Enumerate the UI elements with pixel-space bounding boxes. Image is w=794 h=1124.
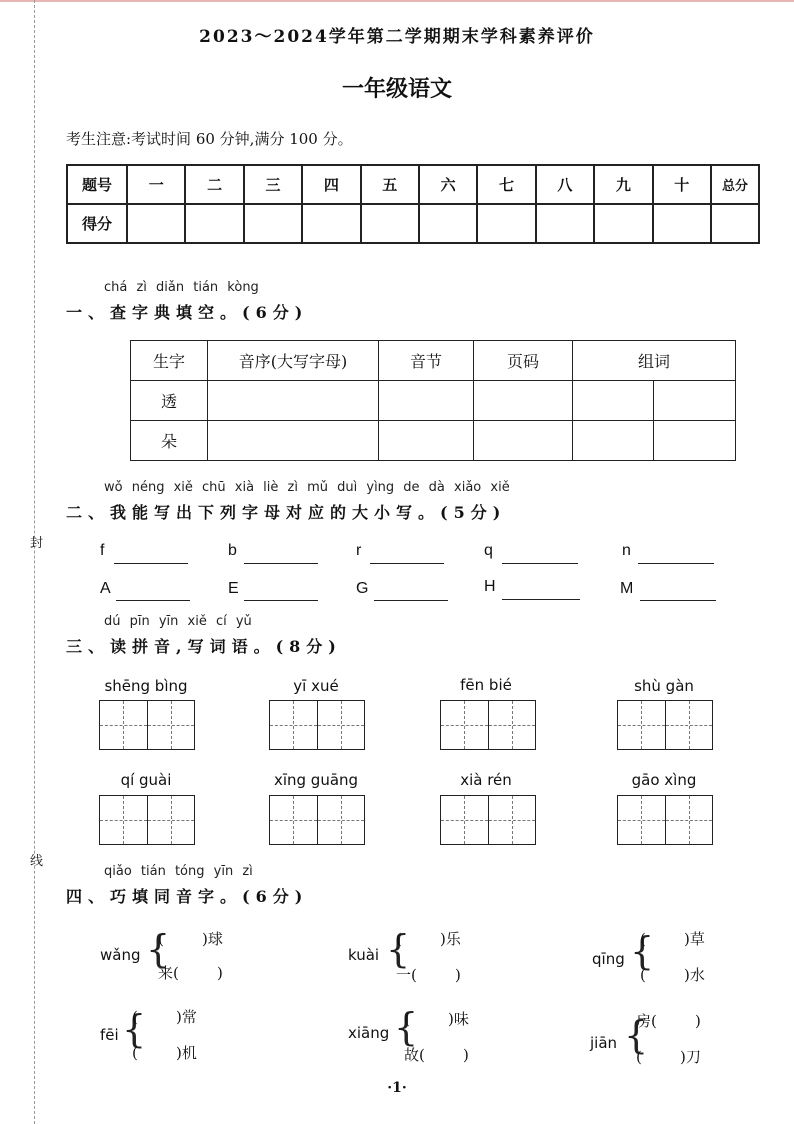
dict-blank[interactable] (379, 421, 474, 461)
brace-icon: { (146, 927, 171, 971)
score-cell: 得分 (67, 204, 127, 243)
binding-line (34, 0, 35, 1124)
score-blank[interactable] (419, 204, 477, 243)
dict-header: 组词 (573, 341, 736, 381)
letter-label: n (622, 542, 631, 559)
writing-grid[interactable] (440, 700, 536, 750)
word-pinyin: qí guài (120, 771, 172, 789)
subject-title: 一年级语文 (341, 76, 452, 102)
dict-header: 页码 (474, 341, 573, 381)
homophone-pinyin: kuài (348, 946, 380, 964)
letter-label: A (100, 580, 111, 597)
homophone-pinyin: wǎng (100, 946, 141, 964)
exam-title: 2023～2024学年第二学期期末学科素养评价 (199, 27, 595, 47)
homophone-pinyin: xiāng (348, 1024, 390, 1042)
dict-header-row (131, 341, 736, 381)
dict-blank[interactable] (208, 381, 379, 421)
letter-label: E (228, 580, 239, 597)
answer-blank[interactable] (502, 545, 578, 564)
answer-blank[interactable] (370, 545, 444, 564)
homophone-blank[interactable]: 一( ) (396, 966, 461, 984)
letter-label: G (356, 580, 369, 597)
brace-icon: { (394, 1005, 419, 1049)
brace-icon: { (630, 929, 655, 973)
dict-blank[interactable] (573, 421, 654, 461)
dict-blank[interactable] (474, 381, 573, 421)
score-blank[interactable] (361, 204, 419, 243)
answer-blank[interactable] (638, 545, 714, 564)
homophone-pinyin: jiān (590, 1034, 618, 1052)
s4-pinyin: qiǎo tián tóng yīn zì (104, 864, 253, 879)
homophone-blank[interactable]: ( )刀 (636, 1048, 701, 1066)
brace-icon: { (386, 927, 411, 971)
word-pinyin: gāo xìng (631, 771, 697, 789)
score-blank[interactable] (302, 204, 360, 243)
homophone-blank[interactable]: ( )乐 (396, 930, 461, 948)
writing-grid[interactable] (440, 795, 536, 845)
answer-blank[interactable] (114, 545, 188, 564)
binding-mark-seal: 封 (30, 536, 44, 551)
homophone-blank[interactable]: 故( ) (404, 1046, 469, 1064)
s3-title: 三、读拼音,写词语。(8分) (66, 637, 342, 656)
dict-blank[interactable] (474, 421, 573, 461)
score-table (66, 164, 760, 244)
score-table-score-row (67, 204, 759, 243)
score-cell: 五 (361, 165, 419, 204)
score-cell: 八 (536, 165, 594, 204)
score-cell: 二 (185, 165, 243, 204)
top-edge-line (0, 0, 794, 2)
s2-pinyin: wǒ néng xiě chū xià liè zì mǔ duì yìng de dà xiǎo xiě (104, 480, 510, 495)
writing-grid[interactable] (617, 795, 713, 845)
dict-blank[interactable] (654, 381, 736, 421)
score-blank[interactable] (244, 204, 302, 243)
brace-icon: { (624, 1013, 649, 1057)
writing-grid[interactable] (269, 700, 365, 750)
score-cell: 题号 (67, 165, 127, 204)
writing-grid[interactable] (269, 795, 365, 845)
answer-blank[interactable] (374, 582, 448, 601)
answer-blank[interactable] (502, 581, 580, 600)
writing-grid[interactable] (617, 700, 713, 750)
word-pinyin: shù gàn (634, 677, 694, 695)
answer-blank[interactable] (640, 582, 716, 601)
homophone-blank[interactable]: ( )味 (404, 1010, 469, 1028)
writing-grid[interactable] (99, 700, 195, 750)
score-blank[interactable] (653, 204, 711, 243)
homophone-blank[interactable]: ( )机 (132, 1044, 197, 1062)
score-blank[interactable] (594, 204, 652, 243)
s1-pinyin: chá zì diǎn tián kòng (104, 280, 259, 295)
dict-row (131, 381, 736, 421)
word-pinyin: xià rén (460, 771, 512, 789)
letter-label: M (620, 580, 634, 597)
homophone-pinyin: qīng (592, 950, 625, 968)
dict-blank[interactable] (208, 421, 379, 461)
score-cell: 总分 (711, 165, 759, 204)
dict-blank[interactable] (573, 381, 654, 421)
word-pinyin: xīng guāng (273, 771, 359, 789)
dict-header: 音节 (379, 341, 474, 381)
score-blank[interactable] (185, 204, 243, 243)
answer-blank[interactable] (244, 582, 318, 601)
dict-header: 音序(大写字母) (208, 341, 379, 381)
score-blank[interactable] (477, 204, 535, 243)
dictionary-table (130, 340, 736, 461)
score-cell: 七 (477, 165, 535, 204)
score-cell: 六 (419, 165, 477, 204)
word-pinyin: shēng bìng (104, 677, 188, 695)
binding-mark-line: 线 (30, 854, 44, 869)
s4-title: 四、巧填同音字。(6分) (66, 887, 309, 906)
score-cell: 十 (653, 165, 711, 204)
dict-char: 透 (131, 381, 208, 421)
exam-notice: 考生注意:考试时间 60 分钟,满分 100 分。 (66, 130, 353, 148)
score-cell: 三 (244, 165, 302, 204)
dict-blank[interactable] (654, 421, 736, 461)
letter-label: f (100, 542, 105, 559)
s2-title: 二、我能写出下列字母对应的大小写。(5分) (66, 503, 507, 522)
score-table-header-row (67, 165, 759, 204)
letter-label: q (484, 542, 493, 559)
letter-label: H (484, 578, 496, 595)
word-pinyin: fēn bié (460, 676, 512, 694)
homophone-blank[interactable]: ( )常 (132, 1008, 197, 1026)
s3-pinyin: dú pīn yīn xiě cí yǔ (104, 614, 252, 629)
homophone-blank[interactable]: 房( ) (636, 1012, 701, 1030)
writing-grid[interactable] (99, 795, 195, 845)
score-blank[interactable] (536, 204, 594, 243)
dict-char: 朵 (131, 421, 208, 461)
homophone-blank[interactable]: ( )球 (158, 930, 223, 948)
s1-title: 一、查字典填空。(6分) (66, 303, 309, 322)
page-number: ·1· (387, 1080, 407, 1096)
dict-row (131, 421, 736, 461)
answer-blank[interactable] (116, 582, 190, 601)
brace-icon: { (122, 1007, 147, 1051)
homophone-blank[interactable]: ( )水 (640, 966, 705, 984)
homophone-blank[interactable]: 来( ) (158, 964, 223, 982)
word-pinyin: yī xué (293, 677, 339, 695)
score-blank[interactable] (127, 204, 185, 243)
answer-blank[interactable] (244, 545, 318, 564)
dict-blank[interactable] (379, 381, 474, 421)
score-blank[interactable] (711, 204, 759, 243)
homophone-blank[interactable]: ( )草 (640, 930, 705, 948)
homophone-pinyin: fēi (100, 1026, 119, 1044)
score-cell: 九 (594, 165, 652, 204)
dict-header: 生字 (131, 341, 208, 381)
letter-label: r (356, 542, 362, 559)
score-cell: 一 (127, 165, 185, 204)
letter-label: b (228, 542, 237, 559)
score-cell: 四 (302, 165, 360, 204)
